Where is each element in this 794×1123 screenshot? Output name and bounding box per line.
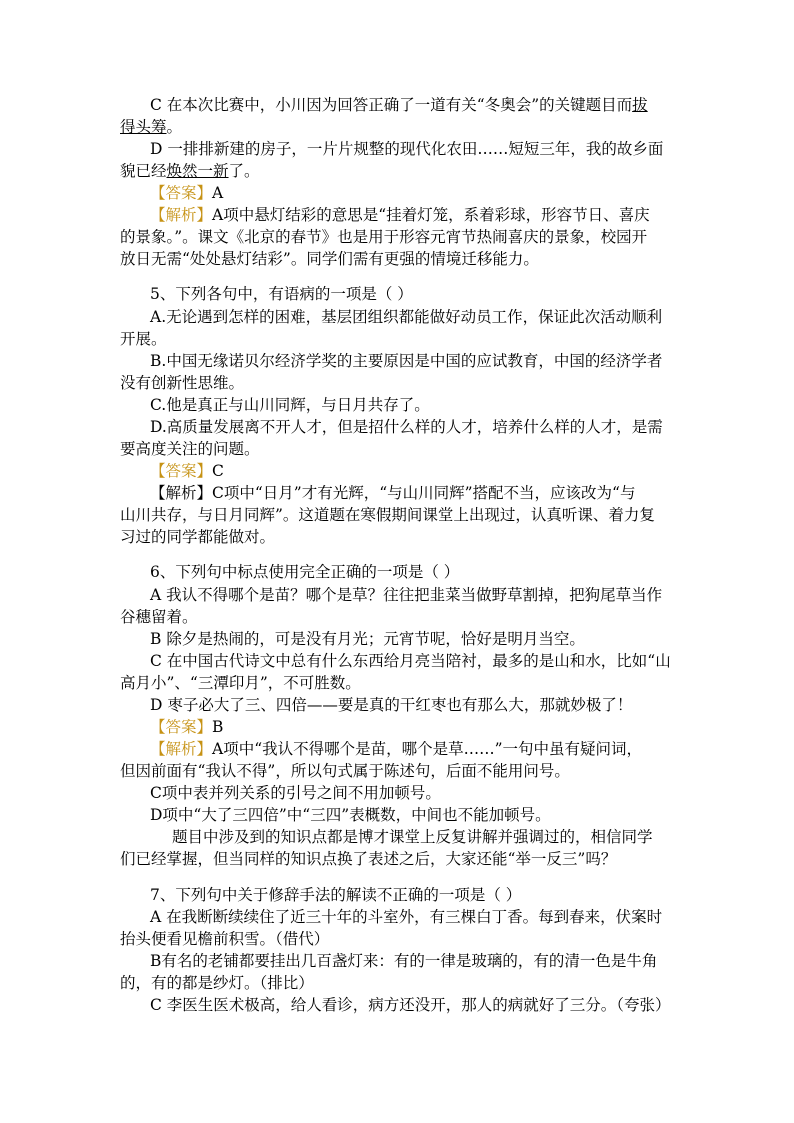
- q4-analysis: 【解析】A项中悬灯结彩的意思是“挂着灯笼，系着彩球，形容节日、喜庆: [150, 206, 650, 224]
- q5-option-a-wrap: 开展。: [120, 330, 167, 348]
- q6-option-c-wrap: 高月小”、“三潭印月”，不可胜数。: [120, 674, 361, 692]
- q7-option-a-wrap: 抬头便看见檐前积雪。（借代）: [120, 930, 330, 948]
- q6-analysis-line5: 题目中涉及到的知识点都是博才课堂上反复讲解并强调过的，相信同学: [172, 828, 653, 846]
- q5-option-b: B.中国无缘诺贝尔经济学奖的主要原因是中国的应试教育，中国的经济学者: [150, 352, 663, 370]
- q6-option-d: D 枣子必大了三、四倍——要是真的干红枣也有那么大，那就妙极了！: [150, 696, 633, 714]
- analysis-tag: 【解析】: [150, 740, 213, 758]
- q6-analysis-line2: 但因前面有“我认不得”，所以句式属于陈述句，后面不能用问号。: [120, 762, 570, 780]
- q7-option-a: A 在我断断续续住了近三十年的斗室外，有三棵白丁香。每到春来，伏案时: [150, 908, 663, 926]
- q5-analysis-line2: 山川共存，与日月同辉”。这道题在寒假期间课堂上出现过，认真听课、着力复: [120, 506, 655, 524]
- q6-option-b: B 除夕是热闹的，可是没有月光；元宵节呢，恰好是明月当空。: [150, 630, 585, 648]
- q7-stem: 7、下列句中关于修辞手法的解读不正确的一项是（ ）: [150, 886, 522, 904]
- q4-analysis-line3: 放日无需“处处悬灯结彩”。同学们需有更强的情境迁移能力。: [120, 250, 539, 268]
- q7-option-c: C 李医生医术极高，给人看诊，病方还没开，那人的病就好了三分。（夸张）: [150, 996, 671, 1014]
- q6-option-c: C 在中国古代诗文中总有什么东西给月亮当陪衬，最多的是山和水，比如“山: [150, 652, 671, 670]
- q5-analysis: 【解析】C项中“日月”才有光辉，“与山川同辉”搭配不当，应该改为“与: [150, 484, 636, 502]
- q4-answer: 【答案】A: [150, 184, 224, 202]
- q5-analysis-line3: 习过的同学都能做对。: [120, 528, 276, 546]
- answer-tag: 【答案】: [150, 718, 213, 736]
- analysis-tag: 【解析】: [150, 206, 213, 224]
- q5-option-d: D.高质量发展离不开人才，但是招什么样的人才，培养什么样的人才，是需: [150, 418, 663, 436]
- q4-analysis-line2: 的景象。”。课文《北京的春节》也是用于形容元宵节热闹喜庆的景象，校园开: [120, 228, 648, 246]
- q5-option-d-wrap: 要高度关注的问题。: [120, 440, 260, 458]
- q4-option-d-wrap: 貌已经焕然一新了。: [120, 162, 260, 180]
- q6-option-a-wrap: 谷穗留着。: [120, 608, 198, 626]
- q5-option-a: A.无论遇到怎样的困难，基层团组织都能做好动员工作，保证此次活动顺利: [150, 308, 663, 326]
- q6-analysis-line3: C项中表并列关系的引号之间不用加顿号。: [150, 784, 441, 802]
- q5-option-b-wrap: 没有创新性思维。: [120, 374, 245, 392]
- q4-option-c: C 在本次比赛中，小川因为回答正确了一道有关“冬奥会”的关键题目而拔: [150, 96, 648, 114]
- q4-option-c-underlined: 拔: [632, 96, 648, 114]
- q6-analysis-line6: 们已经掌握，但当同样的知识点换了表述之后，大家还能“举一反三”吗？: [120, 850, 617, 868]
- q5-option-c: C.他是真正与山川同辉，与日月共存了。: [150, 396, 430, 414]
- q6-analysis: 【解析】A项中“我认不得哪个是苗，哪个是草……”一句中虽有疑问词，: [150, 740, 643, 758]
- q6-answer: 【答案】B: [150, 718, 224, 736]
- q6-option-a: A 我认不得哪个是苗？哪个是草？往往把韭菜当做野草割掉，把狗尾草当作: [150, 586, 663, 604]
- q7-option-b-wrap: 的，有的都是纱灯。（排比）: [120, 974, 314, 992]
- q4-option-d: D 一排排新建的房子，一片片规整的现代化农田……短短三年，我的故乡面: [150, 140, 664, 158]
- q6-analysis-line4: D项中“大了三四倍”中“三四”表概数，中间也不能加顿号。: [150, 806, 551, 824]
- q5-stem: 5、下列各句中，有语病的一项是（ ）: [150, 285, 413, 303]
- q6-stem: 6、下列句中标点使用完全正确的一项是（ ）: [150, 563, 460, 581]
- q4-option-c-wrap: 得头筹。: [120, 118, 183, 136]
- q7-option-b: B有名的老铺都要挂出几百盏灯来：有的一律是玻璃的，有的清一色是牛角: [150, 952, 658, 970]
- q5-answer: 【答案】C: [150, 462, 224, 480]
- answer-tag: 【答案】: [150, 462, 213, 480]
- answer-tag: 【答案】: [150, 184, 213, 202]
